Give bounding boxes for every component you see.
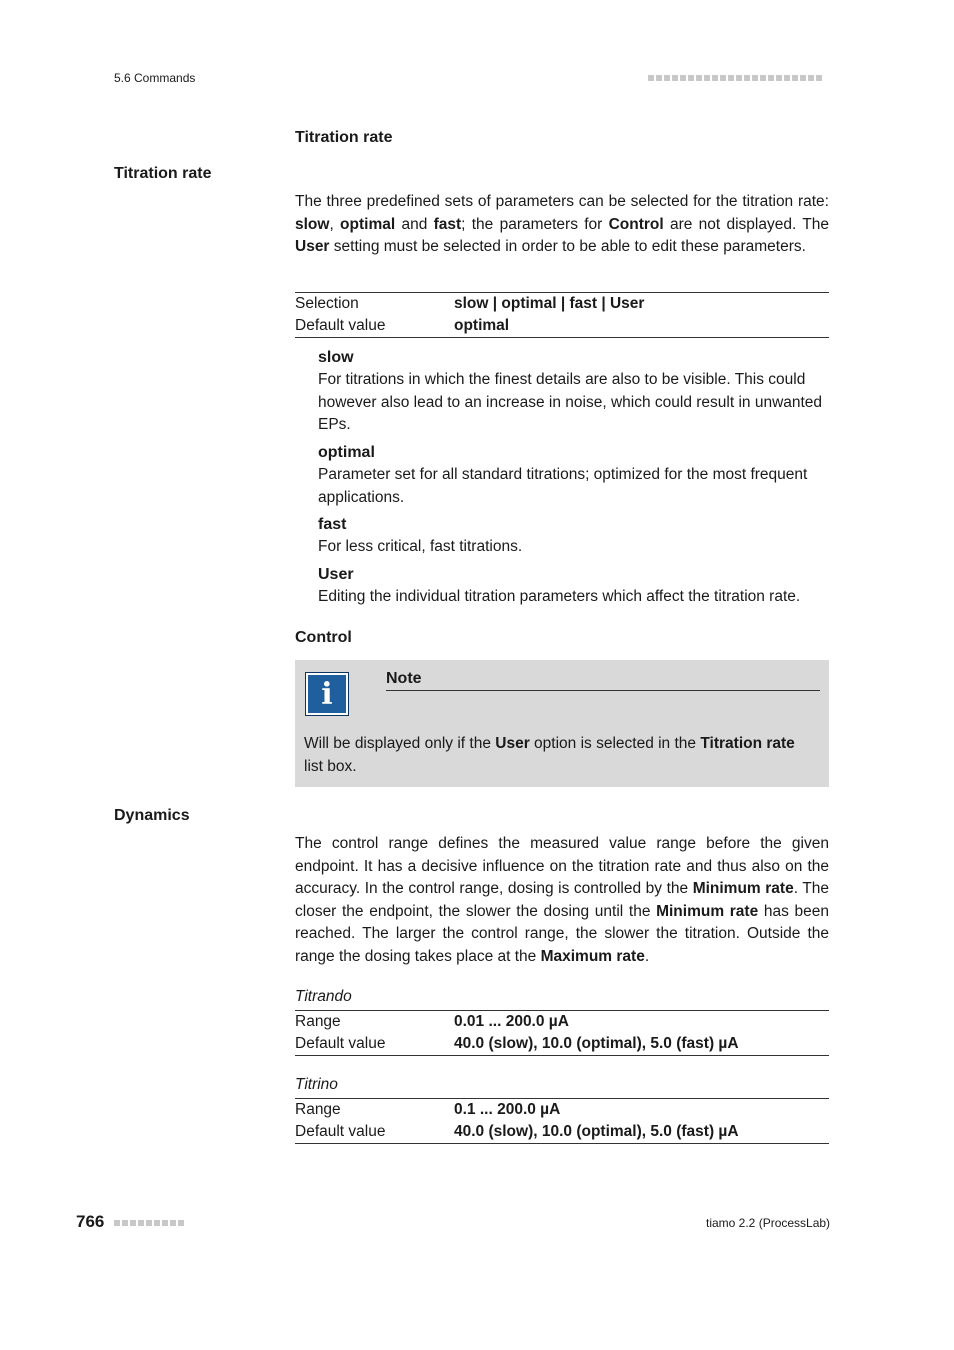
side-label-dynamics: Dynamics (114, 807, 190, 824)
control-heading: Control (295, 629, 352, 646)
param-label: Default value (295, 1123, 386, 1140)
option-description: For titrations in which the finest details are also to be visible. This could however also lead to an increase in noise, which could result in unwanted EPs. (318, 371, 823, 433)
page-number: 766 (76, 1212, 105, 1231)
table-caption-titrino: Titrino (295, 1076, 338, 1093)
header-dot-bar (648, 75, 822, 81)
param-value: slow | optimal | fast | User (454, 295, 645, 312)
param-value: 40.0 (slow), 10.0 (optimal), 5.0 (fast) µA (454, 1035, 739, 1052)
param-value: 0.01 ... 200.0 µA (454, 1013, 569, 1030)
dynamics-description: The control range defines the measured value range before the given endpoint. It has a decisive influence on the titration rate and thus also on the accuracy. In the control range, dosing is controlled by the Minimum rate. The closer the endpoint, the slower the dosing until the Minimum rate has been reached. The larger the control range, the slower the titration. Outside the range the dosing takes place at the Maximum rate. (295, 835, 829, 965)
option-user (318, 564, 829, 609)
note-box (295, 660, 829, 787)
param-value: 40.0 (slow), 10.0 (optimal), 5.0 (fast) µA (454, 1123, 739, 1140)
option-title: optimal (318, 444, 375, 461)
option-fast (318, 514, 829, 559)
info-icon: i (305, 672, 349, 716)
option-description: For less critical, fast titrations. (318, 538, 523, 555)
note-title: Note (386, 670, 820, 691)
option-title: slow (318, 349, 354, 366)
option-description: Parameter set for all standard titrations; optimized for the most frequent applications. (318, 466, 808, 506)
footer-dot-bar (114, 1220, 184, 1226)
param-value: 0.1 ... 200.0 µA (454, 1101, 561, 1118)
option-optimal (318, 442, 829, 509)
table-caption-titrando: Titrando (295, 988, 352, 1005)
header-section: 5.6 Commands (114, 71, 196, 85)
footer-product: tiamo 2.2 (ProcessLab) (706, 1216, 831, 1230)
param-label: Range (295, 1013, 341, 1030)
param-label: Default value (295, 1035, 386, 1052)
side-label-titration-rate: Titration rate (114, 165, 212, 182)
param-value: optimal (454, 317, 510, 334)
option-description: Editing the individual titration parameters which affect the titration rate. (318, 588, 801, 605)
param-label: Default value (295, 317, 386, 334)
param-label: Range (295, 1101, 341, 1118)
page-subtitle: Titration rate (295, 129, 393, 146)
note-text: Will be displayed only if the User option is selected in the Titration rate list box. (304, 735, 795, 775)
titrino-param-table (295, 1098, 829, 1144)
param-label: Selection (295, 295, 359, 312)
titration-rate-intro: The three predefined sets of parameters can be selected for the titration rate: slow, optimal and fast; the parameters for Control are not displayed. The User setting must be selected in order to be able to edit these parameters. (295, 193, 829, 255)
option-slow (318, 347, 829, 437)
option-title: User (318, 566, 354, 583)
option-title: fast (318, 516, 347, 533)
titration-rate-param-table (295, 292, 829, 338)
titrando-param-table (295, 1010, 829, 1056)
